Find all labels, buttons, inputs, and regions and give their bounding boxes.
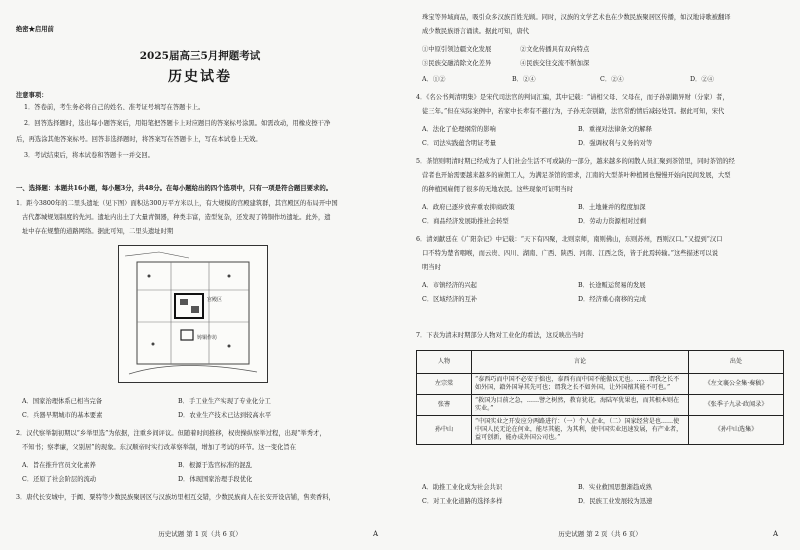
- question-2-option-b: B．根源于选官标准的混乱: [178, 462, 252, 469]
- exam-page-2: [400, 0, 800, 550]
- exam-title: 2025届高三5月押题考试: [139, 50, 261, 62]
- question-7-option-d: D．民族工业发展较为迅速: [578, 498, 653, 505]
- question-7-option-b: B．实业救国思想渐趋成熟: [578, 484, 652, 491]
- notes-heading: 注意事项：: [16, 92, 48, 99]
- table-row: [417, 374, 784, 395]
- question-3-option-c: C．②④: [600, 76, 624, 83]
- question-5-option-d: D．劳动力资源相对过剩: [578, 218, 647, 225]
- question-1-option-b: B．手工业生产实现了专业化分工: [178, 398, 271, 405]
- question-7-option-a: A．助推工业化成为社会共识: [422, 484, 503, 491]
- note-line: 2．回答选择题时，选出每小题答案后，用铅笔把答题卡上对应题目的答案标号涂黑。如需改动，用橡皮擦干净: [24, 120, 331, 127]
- page-2-footer: 历史试题 第 2 页（共 6 页）: [558, 530, 642, 538]
- map-label-palace: 宫殿区: [207, 297, 223, 303]
- paper-version-mark: A: [772, 530, 778, 538]
- question-3-stem: 3．唐代长安城中，于阗、粟特等少数民族聚居区与汉族坊里相互交错，少数民族商人在长安开设店铺，售卖香料，: [16, 494, 335, 501]
- section-heading: 一、选择题：本题共16小题，每小题3分，共48分。在每小题给出的四个选项中，只有一项是符合题目要求的。: [16, 184, 333, 192]
- map-label-bronze-workshop: 铸铜作坊: [197, 335, 218, 341]
- table-row: [417, 416, 784, 445]
- confidential-label: 绝密★启用前: [16, 26, 54, 33]
- question-5-option-c: C．商品经济发展助推社会转型: [422, 218, 509, 225]
- question-7-option-c: C．对工业化道路的选择多样: [422, 498, 503, 505]
- question-5-stem: 5．茶馆则明清时期已经成为了人们社会生活不可或缺的一部分，越来越多的闲散人员汇聚到茶馆里，同时茶馆的经: [416, 158, 735, 165]
- table-header-source: 出处: [689, 351, 784, 374]
- question-2-option-a: A．旨在推升官员文化素养: [22, 462, 96, 469]
- question-4-stem: 徒三年。”但在实际案例中，若家中长辈有不慈行为，子孙无奈别籍，法官常酌情后减轻处罚。据此可知，宋代: [422, 108, 725, 115]
- question-2-stem: 不知书；察孝廉，父别居”的现象。东汉顺帝时实行改革察举制，增加了考试的环节。这一变化旨在: [22, 444, 296, 451]
- question-6-stem: 明当时: [422, 264, 441, 271]
- question-3-option-a: A．①②: [422, 76, 446, 83]
- table-cell-quote: “泰西巧而中国不必安于拙也，泰西有而中国不能傲以无也。……谓我之长不如外国，籍外国导其先可也；谓我之长不如外国，让外国擅其能不可也。”: [472, 374, 689, 395]
- table-header-row: [417, 351, 784, 374]
- table-row: [417, 395, 784, 416]
- table-cell-source: 《左文襄公全集·奏稿》: [689, 374, 784, 395]
- question-1-option-d: D．农业生产技术已达到较高水平: [178, 412, 272, 419]
- question-4-option-a: A．法化了伦理纲常的影响: [422, 126, 496, 133]
- question-3-option-b: B．②④: [512, 76, 536, 83]
- table-cell-source: 《张季子九录·政闻录》: [689, 395, 784, 416]
- table-cell-quote: “中国实业之开发应分两路进行：（一）个人企业，（二）国家经营是也……使中国人民无论在何业，能尽其能，为其利，使中国实业迅速发展，有产业者，益可创新，能办成外国公司也。”: [472, 416, 689, 445]
- table-cell-quote: “救国为目前之急，……譬之树然，教育犹花，海陆军犹果也，而其根本则在实业。”: [472, 395, 689, 416]
- note-line: 3．考试结束后，将本试卷和答题卡一并交回。: [24, 152, 154, 159]
- question-6-option-c: C．区域经济的互补: [422, 296, 478, 303]
- question-1-option-c: C．兵器早期城市的基本要素: [22, 412, 103, 419]
- question-3-item: ①中原引领边疆文化发展: [422, 46, 492, 53]
- question-6-stem: 6．清刘献廷在《广阳杂记》中记载：“天下有四聚，北则京师，南则佛山，东则苏州，西则汉口。”又提到“汉口: [416, 236, 723, 243]
- note-line: 1．答卷前，考生务必将自己的姓名、准考证号填写在答题卡上。: [24, 104, 205, 111]
- question-5-stem: 的种植园雇佣了很多的无地农民。这些现象可证明当时: [422, 186, 574, 193]
- question-4-option-d: D．强调权利与义务的对等: [578, 140, 653, 147]
- question-1-option-a: A．国家治理体系已相当完备: [22, 398, 103, 405]
- question-3-stem-cont: 珠宝等异域商品，吸引众多汉族百姓光顾。同时，汉族的文学艺术也在少数民族聚居区传播，如汉地诗歌被翻译: [422, 14, 731, 21]
- page-1-footer: 历史试题 第 1 页（共 6 页）: [158, 530, 242, 538]
- table-cell-person: 张謇: [417, 395, 472, 416]
- question-1-stem: 1．距今3800年的二里头遗址（见下图）面积达300万平方米以上，有大规模的宫殿建筑群，其宫殿区的布局开中国: [16, 200, 338, 207]
- subject-title: 历史试卷: [168, 69, 232, 85]
- question-3-item: ②文化传播具有双向特点: [520, 46, 590, 53]
- question-3-stem-cont: 成少数民族语言诵读。据此可知，唐代: [422, 28, 530, 35]
- table-header-quote: 言论: [472, 351, 689, 374]
- note-line: 后，再选涂其他答案标号。回答非选择题时，将答案写在答题卡上，写在本试卷上无效。: [16, 136, 262, 143]
- question-2-stem: 2．汉代察举制初期以“乡举里选”为依据，注重乡间评议。但随着时间推移，权贵操纵察举过程，出现“举秀才，: [16, 430, 326, 437]
- question-6-option-d: D．经济重心南移的完成: [578, 296, 647, 303]
- table-cell-person: 孙中山: [417, 416, 472, 445]
- question-7-stem: 7．下表为清末时期部分人物对工业化的看法，这反映出当时: [416, 332, 584, 339]
- question-5-option-a: A．政府已逐步放弃重农抑商政策: [422, 204, 515, 211]
- question-3-option-d: D．②④: [690, 76, 714, 83]
- question-4-option-b: B．重视对法律条文的解释: [578, 126, 652, 133]
- question-2-option-d: D．体现国家治理手段优化: [178, 476, 253, 483]
- question-6-option-b: B．长途贩运贸易的发展: [578, 282, 646, 289]
- paper-version-mark: A: [372, 530, 378, 538]
- industrialization-views-table: [416, 350, 784, 445]
- question-3-item: ④民族交往交流不断加深: [520, 60, 590, 67]
- question-3-item: ③民族交融消除文化差异: [422, 60, 492, 67]
- question-5-option-b: B．土地兼并的程度加深: [578, 204, 646, 211]
- question-6-stem: 口不特为楚省咽喉，而云贵、四川、湖南、广西、陕西、河南、江西之货，皆于此焉转输。”这些描述可以说: [422, 250, 719, 257]
- table-header-person: 人物: [417, 351, 472, 374]
- question-1-stem: 古代都城规划制度的先河。遗址内出土了大量青铜器，种类丰富，造型复杂，还发现了铸铜作坊遗址。此外，遗: [22, 214, 331, 221]
- question-4-option-c: C．司法实践蕴含明证考量: [422, 140, 497, 147]
- question-5-stem: 营者也开始需要越来越多的雇佣工人，为满足茶馆的需求，江南的大型茶叶种植园也慢慢开始向民间发展，大型: [422, 172, 731, 179]
- erlitou-site-map: [118, 245, 268, 383]
- question-6-option-a: A．市镇经济的兴起: [422, 282, 477, 289]
- question-1-stem: 址中存在规整的道路网络。据此可知，二里头遗址时期: [22, 228, 174, 235]
- table-cell-person: 左宗棠: [417, 374, 472, 395]
- site-map-drawing: [119, 246, 267, 382]
- table-cell-source: 《孙中山选集》: [689, 416, 784, 445]
- question-2-option-c: C．还原了社会阶层的流动: [22, 476, 97, 483]
- question-4-stem: 4．《名公书判清明集》是宋代司法官的判词汇编，其中记载：“请相父母、父母在，而子孙别籍异财（分家）者，: [416, 94, 729, 101]
